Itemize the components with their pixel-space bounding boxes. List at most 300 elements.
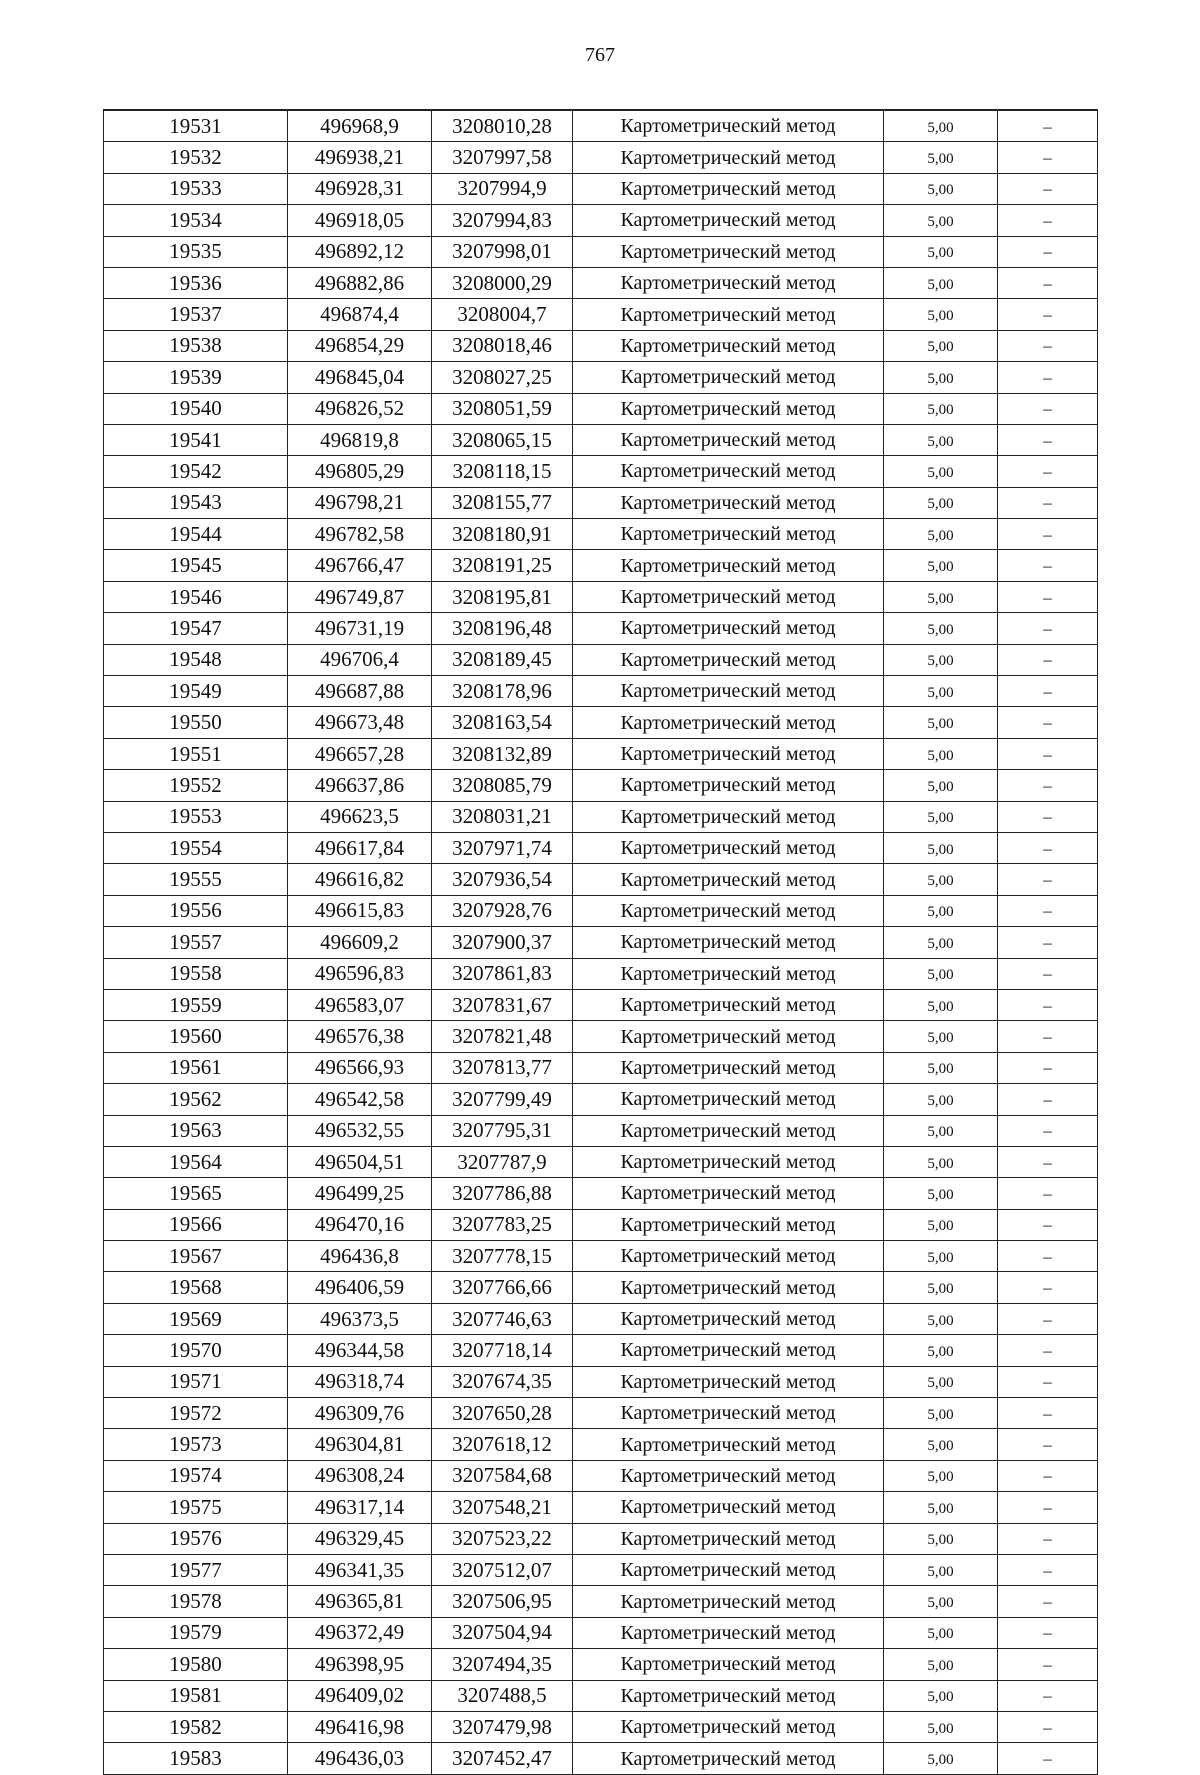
- table-row: [104, 456, 1098, 487]
- method-cell: Картометрический метод: [573, 550, 884, 581]
- table-row: [104, 110, 1098, 142]
- y-coordinate-cell: 3208118,15: [432, 456, 573, 487]
- x-coordinate-cell: 496874,4: [288, 299, 432, 330]
- point-number-cell: 19572: [104, 1398, 288, 1429]
- accuracy-cell: 5,00: [884, 487, 998, 518]
- accuracy-cell: 5,00: [884, 1680, 998, 1711]
- x-coordinate-cell: 496854,29: [288, 330, 432, 361]
- x-coordinate-cell: 496731,19: [288, 613, 432, 644]
- note-cell: –: [998, 519, 1098, 550]
- table-row: [104, 770, 1098, 801]
- y-coordinate-cell: 3207928,76: [432, 895, 573, 926]
- method-cell: Картометрический метод: [573, 864, 884, 895]
- y-coordinate-cell: 3207746,63: [432, 1303, 573, 1334]
- note-cell: –: [998, 142, 1098, 173]
- point-number-cell: 19582: [104, 1711, 288, 1742]
- method-cell: Картометрический метод: [573, 770, 884, 801]
- x-coordinate-cell: 496968,9: [288, 110, 432, 142]
- point-number-cell: 19564: [104, 1146, 288, 1177]
- method-cell: Картометрический метод: [573, 1021, 884, 1052]
- method-cell: Картометрический метод: [573, 989, 884, 1020]
- method-cell: Картометрический метод: [573, 1617, 884, 1648]
- table-row: [104, 927, 1098, 958]
- accuracy-cell: 5,00: [884, 1366, 998, 1397]
- point-number-cell: 19538: [104, 330, 288, 361]
- table-row: [104, 1084, 1098, 1115]
- table-row: [104, 676, 1098, 707]
- table-row: [104, 299, 1098, 330]
- method-cell: Картометрический метод: [573, 1429, 884, 1460]
- method-cell: Картометрический метод: [573, 707, 884, 738]
- y-coordinate-cell: 3207936,54: [432, 864, 573, 895]
- y-coordinate-cell: 3207523,22: [432, 1523, 573, 1554]
- note-cell: –: [998, 1021, 1098, 1052]
- note-cell: –: [998, 1052, 1098, 1083]
- y-coordinate-cell: 3208031,21: [432, 801, 573, 832]
- point-number-cell: 19583: [104, 1743, 288, 1774]
- note-cell: –: [998, 1711, 1098, 1742]
- y-coordinate-cell: 3208018,46: [432, 330, 573, 361]
- point-number-cell: 19550: [104, 707, 288, 738]
- method-cell: Картометрический метод: [573, 927, 884, 958]
- table-row: [104, 362, 1098, 393]
- note-cell: –: [998, 173, 1098, 204]
- accuracy-cell: 5,00: [884, 1523, 998, 1554]
- y-coordinate-cell: 3208051,59: [432, 393, 573, 424]
- accuracy-cell: 5,00: [884, 1178, 998, 1209]
- table-row: [104, 1680, 1098, 1711]
- y-coordinate-cell: 3208132,89: [432, 738, 573, 769]
- point-number-cell: 19543: [104, 487, 288, 518]
- x-coordinate-cell: 496623,5: [288, 801, 432, 832]
- table-row: [104, 487, 1098, 518]
- point-number-cell: 19539: [104, 362, 288, 393]
- y-coordinate-cell: 3207452,47: [432, 1743, 573, 1774]
- table-row: [104, 1303, 1098, 1334]
- method-cell: Картометрический метод: [573, 801, 884, 832]
- point-number-cell: 19578: [104, 1586, 288, 1617]
- accuracy-cell: 5,00: [884, 362, 998, 393]
- point-number-cell: 19553: [104, 801, 288, 832]
- accuracy-cell: 5,00: [884, 1146, 998, 1177]
- x-coordinate-cell: 496532,55: [288, 1115, 432, 1146]
- accuracy-cell: 5,00: [884, 1398, 998, 1429]
- note-cell: –: [998, 550, 1098, 581]
- note-cell: –: [998, 1429, 1098, 1460]
- x-coordinate-cell: 496845,04: [288, 362, 432, 393]
- accuracy-cell: 5,00: [884, 142, 998, 173]
- note-cell: –: [998, 1617, 1098, 1648]
- note-cell: –: [998, 1586, 1098, 1617]
- table-row: [104, 1052, 1098, 1083]
- method-cell: Картометрический метод: [573, 1680, 884, 1711]
- method-cell: Картометрический метод: [573, 142, 884, 173]
- point-number-cell: 19557: [104, 927, 288, 958]
- note-cell: –: [998, 299, 1098, 330]
- accuracy-cell: 5,00: [884, 1554, 998, 1585]
- y-coordinate-cell: 3207512,07: [432, 1554, 573, 1585]
- table-row: [104, 864, 1098, 895]
- note-cell: –: [998, 236, 1098, 267]
- x-coordinate-cell: 496504,51: [288, 1146, 432, 1177]
- accuracy-cell: 5,00: [884, 1429, 998, 1460]
- accuracy-cell: 5,00: [884, 519, 998, 550]
- table-row: [104, 1429, 1098, 1460]
- point-number-cell: 19560: [104, 1021, 288, 1052]
- table-row: [104, 1366, 1098, 1397]
- x-coordinate-cell: 496918,05: [288, 205, 432, 236]
- y-coordinate-cell: 3208163,54: [432, 707, 573, 738]
- point-number-cell: 19569: [104, 1303, 288, 1334]
- accuracy-cell: 5,00: [884, 1052, 998, 1083]
- accuracy-cell: 5,00: [884, 644, 998, 675]
- point-number-cell: 19559: [104, 989, 288, 1020]
- table-row: [104, 330, 1098, 361]
- x-coordinate-cell: 496657,28: [288, 738, 432, 769]
- point-number-cell: 19575: [104, 1492, 288, 1523]
- method-cell: Картометрический метод: [573, 456, 884, 487]
- y-coordinate-cell: 3208065,15: [432, 424, 573, 455]
- point-number-cell: 19551: [104, 738, 288, 769]
- point-number-cell: 19570: [104, 1335, 288, 1366]
- accuracy-cell: 5,00: [884, 707, 998, 738]
- note-cell: –: [998, 456, 1098, 487]
- x-coordinate-cell: 496819,8: [288, 424, 432, 455]
- accuracy-cell: 5,00: [884, 581, 998, 612]
- y-coordinate-cell: 3207831,67: [432, 989, 573, 1020]
- y-coordinate-cell: 3207584,68: [432, 1460, 573, 1491]
- method-cell: Картометрический метод: [573, 613, 884, 644]
- y-coordinate-cell: 3208085,79: [432, 770, 573, 801]
- accuracy-cell: 5,00: [884, 864, 998, 895]
- y-coordinate-cell: 3208189,45: [432, 644, 573, 675]
- table-row: [104, 267, 1098, 298]
- method-cell: Картометрический метод: [573, 393, 884, 424]
- note-cell: –: [998, 1115, 1098, 1146]
- point-number-cell: 19562: [104, 1084, 288, 1115]
- point-number-cell: 19566: [104, 1209, 288, 1240]
- x-coordinate-cell: 496416,98: [288, 1711, 432, 1742]
- y-coordinate-cell: 3208178,96: [432, 676, 573, 707]
- accuracy-cell: 5,00: [884, 1021, 998, 1052]
- method-cell: Картометрический метод: [573, 519, 884, 550]
- y-coordinate-cell: 3208000,29: [432, 267, 573, 298]
- table-row: [104, 895, 1098, 926]
- table-row: [104, 1209, 1098, 1240]
- accuracy-cell: 5,00: [884, 393, 998, 424]
- accuracy-cell: 5,00: [884, 738, 998, 769]
- table-row: [104, 1554, 1098, 1585]
- point-number-cell: 19534: [104, 205, 288, 236]
- y-coordinate-cell: 3207506,95: [432, 1586, 573, 1617]
- y-coordinate-cell: 3208180,91: [432, 519, 573, 550]
- method-cell: Картометрический метод: [573, 424, 884, 455]
- table-row: [104, 832, 1098, 863]
- x-coordinate-cell: 496409,02: [288, 1680, 432, 1711]
- note-cell: –: [998, 1146, 1098, 1177]
- accuracy-cell: 5,00: [884, 1241, 998, 1272]
- method-cell: Картометрический метод: [573, 1335, 884, 1366]
- point-number-cell: 19544: [104, 519, 288, 550]
- x-coordinate-cell: 496365,81: [288, 1586, 432, 1617]
- y-coordinate-cell: 3208196,48: [432, 613, 573, 644]
- accuracy-cell: 5,00: [884, 456, 998, 487]
- note-cell: –: [998, 581, 1098, 612]
- table-row: [104, 1586, 1098, 1617]
- accuracy-cell: 5,00: [884, 110, 998, 142]
- method-cell: Картометрический метод: [573, 644, 884, 675]
- x-coordinate-cell: 496687,88: [288, 676, 432, 707]
- x-coordinate-cell: 496673,48: [288, 707, 432, 738]
- accuracy-cell: 5,00: [884, 299, 998, 330]
- point-number-cell: 19533: [104, 173, 288, 204]
- method-cell: Картометрический метод: [573, 1052, 884, 1083]
- accuracy-cell: 5,00: [884, 801, 998, 832]
- note-cell: –: [998, 1523, 1098, 1554]
- x-coordinate-cell: 496882,86: [288, 267, 432, 298]
- table-row: [104, 1492, 1098, 1523]
- note-cell: –: [998, 864, 1098, 895]
- table-row: [104, 958, 1098, 989]
- y-coordinate-cell: 3207795,31: [432, 1115, 573, 1146]
- y-coordinate-cell: 3207971,74: [432, 832, 573, 863]
- accuracy-cell: 5,00: [884, 1586, 998, 1617]
- x-coordinate-cell: 496317,14: [288, 1492, 432, 1523]
- accuracy-cell: 5,00: [884, 1711, 998, 1742]
- method-cell: Картометрический метод: [573, 895, 884, 926]
- method-cell: Картометрический метод: [573, 1649, 884, 1680]
- point-number-cell: 19541: [104, 424, 288, 455]
- point-number-cell: 19576: [104, 1523, 288, 1554]
- table-row: [104, 1272, 1098, 1303]
- x-coordinate-cell: 496542,58: [288, 1084, 432, 1115]
- x-coordinate-cell: 496308,24: [288, 1460, 432, 1491]
- table-row: [104, 801, 1098, 832]
- y-coordinate-cell: 3207479,98: [432, 1711, 573, 1742]
- y-coordinate-cell: 3208191,25: [432, 550, 573, 581]
- method-cell: Картометрический метод: [573, 330, 884, 361]
- note-cell: –: [998, 1492, 1098, 1523]
- accuracy-cell: 5,00: [884, 1335, 998, 1366]
- method-cell: Картометрический метод: [573, 1554, 884, 1585]
- table-row: [104, 393, 1098, 424]
- point-number-cell: 19546: [104, 581, 288, 612]
- y-coordinate-cell: 3207618,12: [432, 1429, 573, 1460]
- note-cell: –: [998, 1460, 1098, 1491]
- note-cell: –: [998, 801, 1098, 832]
- y-coordinate-cell: 3207488,5: [432, 1680, 573, 1711]
- table-row: [104, 550, 1098, 581]
- accuracy-cell: 5,00: [884, 1460, 998, 1491]
- note-cell: –: [998, 424, 1098, 455]
- coordinates-table-body: [104, 110, 1098, 1774]
- method-cell: Картометрический метод: [573, 1398, 884, 1429]
- note-cell: –: [998, 644, 1098, 675]
- method-cell: Картометрический метод: [573, 1303, 884, 1334]
- note-cell: –: [998, 770, 1098, 801]
- table-row: [104, 205, 1098, 236]
- x-coordinate-cell: 496805,29: [288, 456, 432, 487]
- method-cell: Картометрический метод: [573, 205, 884, 236]
- table-row: [104, 738, 1098, 769]
- y-coordinate-cell: 3207821,48: [432, 1021, 573, 1052]
- method-cell: Картометрический метод: [573, 1460, 884, 1491]
- x-coordinate-cell: 496583,07: [288, 989, 432, 1020]
- accuracy-cell: 5,00: [884, 958, 998, 989]
- y-coordinate-cell: 3207674,35: [432, 1366, 573, 1397]
- y-coordinate-cell: 3207766,66: [432, 1272, 573, 1303]
- note-cell: –: [998, 487, 1098, 518]
- method-cell: Картометрический метод: [573, 1711, 884, 1742]
- note-cell: –: [998, 267, 1098, 298]
- note-cell: –: [998, 1209, 1098, 1240]
- y-coordinate-cell: 3208010,28: [432, 110, 573, 142]
- note-cell: –: [998, 1366, 1098, 1397]
- accuracy-cell: 5,00: [884, 1115, 998, 1146]
- x-coordinate-cell: 496406,59: [288, 1272, 432, 1303]
- y-coordinate-cell: 3207813,77: [432, 1052, 573, 1083]
- accuracy-cell: 5,00: [884, 676, 998, 707]
- note-cell: –: [998, 1398, 1098, 1429]
- accuracy-cell: 5,00: [884, 1272, 998, 1303]
- accuracy-cell: 5,00: [884, 989, 998, 1020]
- note-cell: –: [998, 1649, 1098, 1680]
- method-cell: Картометрический метод: [573, 173, 884, 204]
- y-coordinate-cell: 3207997,58: [432, 142, 573, 173]
- note-cell: –: [998, 895, 1098, 926]
- method-cell: Картометрический метод: [573, 738, 884, 769]
- x-coordinate-cell: 496596,83: [288, 958, 432, 989]
- table-row: [104, 1460, 1098, 1491]
- table-row: [104, 1178, 1098, 1209]
- accuracy-cell: 5,00: [884, 832, 998, 863]
- note-cell: –: [998, 1743, 1098, 1774]
- method-cell: Картометрический метод: [573, 1743, 884, 1774]
- x-coordinate-cell: 496938,21: [288, 142, 432, 173]
- point-number-cell: 19558: [104, 958, 288, 989]
- point-number-cell: 19549: [104, 676, 288, 707]
- note-cell: –: [998, 613, 1098, 644]
- table-row: [104, 1743, 1098, 1774]
- note-cell: –: [998, 330, 1098, 361]
- y-coordinate-cell: 3207778,15: [432, 1241, 573, 1272]
- x-coordinate-cell: 496436,8: [288, 1241, 432, 1272]
- table-row: [104, 1146, 1098, 1177]
- method-cell: Картометрический метод: [573, 299, 884, 330]
- point-number-cell: 19565: [104, 1178, 288, 1209]
- method-cell: Картометрический метод: [573, 1178, 884, 1209]
- note-cell: –: [998, 1272, 1098, 1303]
- x-coordinate-cell: 496576,38: [288, 1021, 432, 1052]
- point-number-cell: 19568: [104, 1272, 288, 1303]
- y-coordinate-cell: 3207861,83: [432, 958, 573, 989]
- note-cell: –: [998, 989, 1098, 1020]
- method-cell: Картометрический метод: [573, 1523, 884, 1554]
- method-cell: Картометрический метод: [573, 958, 884, 989]
- accuracy-cell: 5,00: [884, 236, 998, 267]
- point-number-cell: 19577: [104, 1554, 288, 1585]
- method-cell: Картометрический метод: [573, 1492, 884, 1523]
- note-cell: –: [998, 832, 1098, 863]
- x-coordinate-cell: 496436,03: [288, 1743, 432, 1774]
- table-row: [104, 236, 1098, 267]
- point-number-cell: 19556: [104, 895, 288, 926]
- x-coordinate-cell: 496398,95: [288, 1649, 432, 1680]
- x-coordinate-cell: 496609,2: [288, 927, 432, 958]
- method-cell: Картометрический метод: [573, 110, 884, 142]
- method-cell: Картометрический метод: [573, 1241, 884, 1272]
- table-row: [104, 1523, 1098, 1554]
- y-coordinate-cell: 3207998,01: [432, 236, 573, 267]
- accuracy-cell: 5,00: [884, 1649, 998, 1680]
- method-cell: Картометрический метод: [573, 1146, 884, 1177]
- method-cell: Картометрический метод: [573, 1115, 884, 1146]
- table-row: [104, 1398, 1098, 1429]
- y-coordinate-cell: 3207650,28: [432, 1398, 573, 1429]
- method-cell: Картометрический метод: [573, 1272, 884, 1303]
- table-row: [104, 581, 1098, 612]
- x-coordinate-cell: 496372,49: [288, 1617, 432, 1648]
- note-cell: –: [998, 707, 1098, 738]
- y-coordinate-cell: 3207994,83: [432, 205, 573, 236]
- point-number-cell: 19563: [104, 1115, 288, 1146]
- point-number-cell: 19574: [104, 1460, 288, 1491]
- y-coordinate-cell: 3207994,9: [432, 173, 573, 204]
- accuracy-cell: 5,00: [884, 1492, 998, 1523]
- table-row: [104, 1617, 1098, 1648]
- accuracy-cell: 5,00: [884, 927, 998, 958]
- x-coordinate-cell: 496928,31: [288, 173, 432, 204]
- method-cell: Картометрический метод: [573, 1586, 884, 1617]
- y-coordinate-cell: 3208027,25: [432, 362, 573, 393]
- note-cell: –: [998, 1303, 1098, 1334]
- table-row: [104, 1115, 1098, 1146]
- point-number-cell: 19580: [104, 1649, 288, 1680]
- accuracy-cell: 5,00: [884, 330, 998, 361]
- point-number-cell: 19552: [104, 770, 288, 801]
- point-number-cell: 19542: [104, 456, 288, 487]
- method-cell: Картометрический метод: [573, 487, 884, 518]
- point-number-cell: 19535: [104, 236, 288, 267]
- y-coordinate-cell: 3207718,14: [432, 1335, 573, 1366]
- accuracy-cell: 5,00: [884, 424, 998, 455]
- accuracy-cell: 5,00: [884, 1303, 998, 1334]
- point-number-cell: 19547: [104, 613, 288, 644]
- accuracy-cell: 5,00: [884, 770, 998, 801]
- x-coordinate-cell: 496309,76: [288, 1398, 432, 1429]
- x-coordinate-cell: 496617,84: [288, 832, 432, 863]
- x-coordinate-cell: 496782,58: [288, 519, 432, 550]
- x-coordinate-cell: 496637,86: [288, 770, 432, 801]
- point-number-cell: 19537: [104, 299, 288, 330]
- table-row: [104, 142, 1098, 173]
- accuracy-cell: 5,00: [884, 895, 998, 926]
- accuracy-cell: 5,00: [884, 267, 998, 298]
- y-coordinate-cell: 3208195,81: [432, 581, 573, 612]
- method-cell: Картометрический метод: [573, 1084, 884, 1115]
- x-coordinate-cell: 496499,25: [288, 1178, 432, 1209]
- note-cell: –: [998, 205, 1098, 236]
- table-row: [104, 424, 1098, 455]
- x-coordinate-cell: 496373,5: [288, 1303, 432, 1334]
- point-number-cell: 19561: [104, 1052, 288, 1083]
- note-cell: –: [998, 110, 1098, 142]
- x-coordinate-cell: 496329,45: [288, 1523, 432, 1554]
- method-cell: Картометрический метод: [573, 1209, 884, 1240]
- y-coordinate-cell: 3207504,94: [432, 1617, 573, 1648]
- method-cell: Картометрический метод: [573, 1366, 884, 1397]
- point-number-cell: 19579: [104, 1617, 288, 1648]
